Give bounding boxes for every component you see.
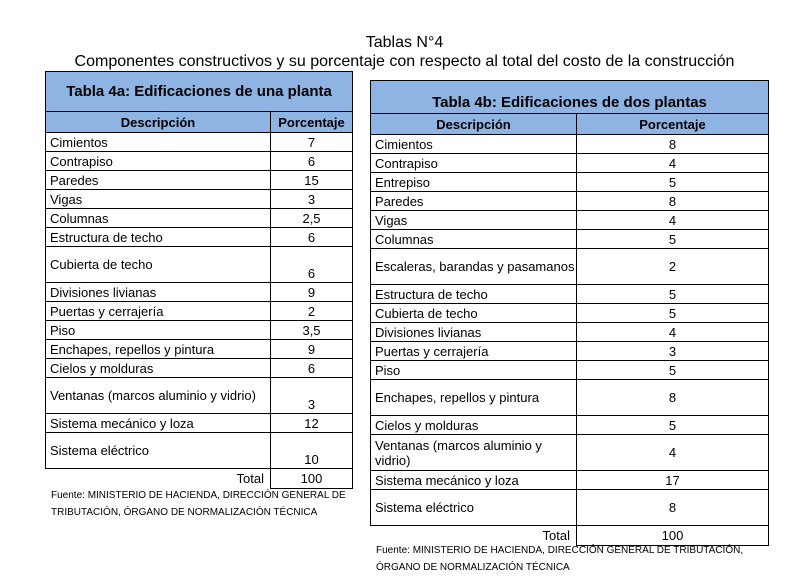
table-4a-row-percentage: 6 (271, 247, 353, 283)
table-4b-row-description: Sistema mecánico y loza (371, 471, 577, 490)
table-4a-row (46, 378, 353, 414)
table-4a-row-percentage: 6 (271, 152, 353, 171)
table-4a-col-description: Descripción (46, 112, 271, 133)
table-4a-row (46, 340, 353, 359)
table-4b-row (371, 192, 769, 211)
table-4a-row-percentage: 3 (271, 190, 353, 209)
table-4b-row (371, 361, 769, 380)
table-4a-row-description: Contrapiso (46, 152, 271, 171)
table-4a-total-label: Total (46, 469, 271, 489)
table-4a-row-description: Cubierta de techo (46, 247, 271, 283)
table-4a-row-description: Paredes (46, 171, 271, 190)
table-4a-row (46, 152, 353, 171)
table-4b-row-percentage: 4 (577, 211, 769, 230)
table-4b-col-percentage: Porcentaje (577, 114, 769, 135)
table-4b-row-percentage: 8 (577, 192, 769, 211)
table-4b-row-percentage: 8 (577, 380, 769, 416)
table-4a-row (46, 414, 353, 433)
table-4b-row (371, 435, 769, 471)
table-4a-row-percentage: 7 (271, 133, 353, 152)
table-4b-row-description: Piso (371, 361, 577, 380)
table-4b-row-percentage: 4 (577, 435, 769, 471)
table-4b-row-percentage: 4 (577, 323, 769, 342)
table-4b-row (371, 154, 769, 173)
table-4a-row (46, 321, 353, 340)
page-title: Tablas N°4 (365, 34, 444, 51)
table-4a-row-percentage: 10 (271, 433, 353, 469)
table-4b-row-percentage: 8 (577, 490, 769, 526)
table-4b-row (371, 342, 769, 361)
table-4b-row (371, 211, 769, 230)
table-4a-row-percentage: 2 (271, 302, 353, 321)
table-4b-row-percentage: 8 (577, 135, 769, 154)
table-4b-title: Tabla 4b: Edificaciones de dos plantas (371, 81, 769, 114)
table-4b-row-percentage: 5 (577, 361, 769, 380)
table-4a-row-percentage: 9 (271, 283, 353, 302)
table-4a-total-value: 100 (271, 469, 353, 489)
table-4b-row-description: Cimientos (371, 135, 577, 154)
table-4b-row-percentage: 3 (577, 342, 769, 361)
table-4a-col-percentage: Porcentaje (271, 112, 353, 133)
table-4a-row-percentage: 6 (271, 228, 353, 247)
table-4b-row (371, 285, 769, 304)
table-4a-row-percentage: 15 (271, 171, 353, 190)
table-4a-row-description: Columnas (46, 209, 271, 228)
table-4b-row-description: Cubierta de techo (371, 304, 577, 323)
table-4a-row (46, 359, 353, 378)
table-4a-row-description: Divisiones livianas (46, 283, 271, 302)
table-4b-row-description: Puertas y cerrajería (371, 342, 577, 361)
table-4a-row-description: Cimientos (46, 133, 271, 152)
table-4a-row (46, 247, 353, 283)
table-4b-row-percentage: 5 (577, 285, 769, 304)
table-4b-row-description: Sistema eléctrico (371, 490, 577, 526)
table-4b-row-description: Ventanas (marcos aluminio y vidrio) (371, 435, 577, 471)
table-4a-row (46, 209, 353, 228)
table-4a-row-description: Cielos y molduras (46, 359, 271, 378)
table-4b-col-description: Descripción (371, 114, 577, 135)
table-4a-row-description: Estructura de techo (46, 228, 271, 247)
table-4a-row-description: Enchapes, repellos y pintura (46, 340, 271, 359)
table-4b-row-percentage: 5 (577, 173, 769, 192)
table-4b-source: Fuente: MINISTERIO DE HACIENDA, DIRECCIÓN GENERAL DE TRIBUTACIÓN, ÓRGANO DE NORMALIZACIÓN TÉCNICA (376, 545, 744, 573)
table-4b-row-description: Escaleras, barandas y pasamanos (371, 249, 577, 285)
table-4b-row-description: Cielos y molduras (371, 416, 577, 435)
table-4a-row (46, 283, 353, 302)
table-4a-row (46, 433, 353, 469)
table-4a-row (46, 302, 353, 321)
table-4a-row (46, 133, 353, 152)
table-4b-row-description: Enchapes, repellos y pintura (371, 380, 577, 416)
table-4b-row-description: Columnas (371, 230, 577, 249)
table-4b-row (371, 230, 769, 249)
table-4a-row-description: Vigas (46, 190, 271, 209)
table-4b-row (371, 135, 769, 154)
table-4b-row-description: Divisiones livianas (371, 323, 577, 342)
table-4b-row (371, 471, 769, 490)
table-4b-row-percentage: 2 (577, 249, 769, 285)
table-4a-row (46, 171, 353, 190)
table-4b-row-description: Entrepiso (371, 173, 577, 192)
table-4a-source: Fuente: MINISTERIO DE HACIENDA, DIRECCIÓN GENERAL DE TRIBUTACIÓN, ÓRGANO DE NORMALIZACIÓN TÉCNICA (51, 490, 346, 518)
table-4a (45, 71, 353, 489)
table-4a-row-percentage: 2,5 (271, 209, 353, 228)
table-4a-row-percentage: 12 (271, 414, 353, 433)
table-4b (370, 80, 769, 546)
page-subtitle: Componentes constructivos y su porcentaje con respecto al total del costo de la construcción (74, 53, 735, 70)
table-4b-row-percentage: 5 (577, 416, 769, 435)
table-4b-row-description: Contrapiso (371, 154, 577, 173)
table-4b-row-description: Vigas (371, 211, 577, 230)
table-4a-row-description: Sistema eléctrico (46, 433, 271, 469)
table-4a-row-percentage: 3 (271, 378, 353, 414)
table-4b-row (371, 416, 769, 435)
table-4a-row-description: Puertas y cerrajería (46, 302, 271, 321)
table-4b-row-description: Paredes (371, 192, 577, 211)
table-4b-row-percentage: 5 (577, 230, 769, 249)
table-4b-row (371, 249, 769, 285)
table-4a-title: Tabla 4a: Edificaciones de una planta (46, 72, 353, 112)
table-4b-total-value: 100 (577, 526, 769, 546)
table-4b-row (371, 323, 769, 342)
table-4b-row (371, 304, 769, 323)
table-4b-row-percentage: 4 (577, 154, 769, 173)
table-4b-row (371, 173, 769, 192)
table-4b-row-description: Estructura de techo (371, 285, 577, 304)
table-4a-row-percentage: 6 (271, 359, 353, 378)
table-4b-row (371, 380, 769, 416)
table-4a-row-description: Piso (46, 321, 271, 340)
table-4b-row-percentage: 17 (577, 471, 769, 490)
table-4a-row (46, 228, 353, 247)
table-4b-row-percentage: 5 (577, 304, 769, 323)
table-4a-row-description: Sistema mecánico y loza (46, 414, 271, 433)
table-4a-row-percentage: 9 (271, 340, 353, 359)
table-4b-total-label: Total (371, 526, 577, 546)
table-4a-row (46, 190, 353, 209)
table-4a-row-percentage: 3,5 (271, 321, 353, 340)
table-4a-row-description: Ventanas (marcos aluminio y vidrio) (46, 378, 271, 414)
table-4b-row (371, 490, 769, 526)
